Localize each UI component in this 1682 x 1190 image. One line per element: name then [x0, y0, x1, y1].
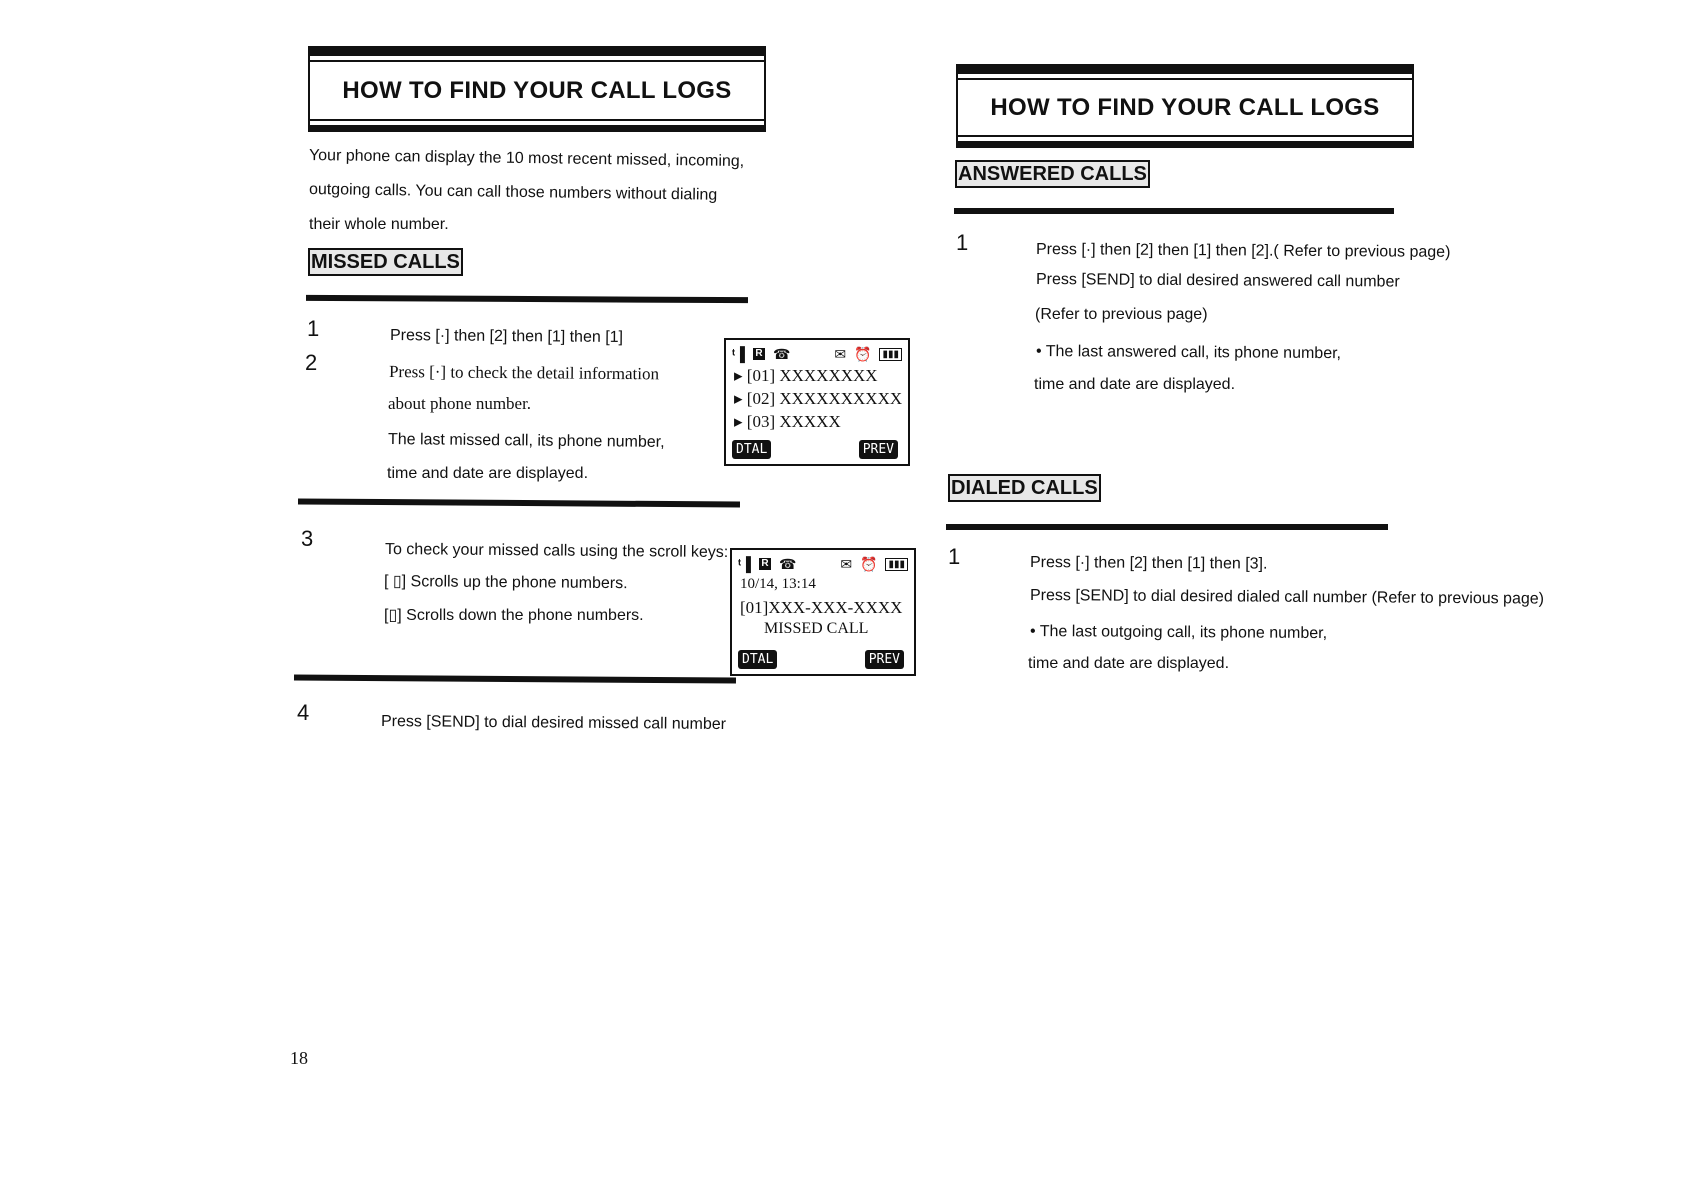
dialed-step-number: 1: [948, 544, 961, 569]
step4-text: Press [SEND] to dial desired missed call number: [380, 713, 727, 734]
step2-line1: Press [·] to check the detail information: [388, 362, 660, 384]
step1-text: Press [·] then [2] then [1] then [1]: [389, 327, 624, 347]
detail-datetime: 10/14, 13:14: [740, 576, 816, 592]
signal-icon: ᵗ▐: [732, 346, 745, 362]
detail-softkey: DTAL: [738, 650, 777, 669]
missed-calls-rule: [306, 295, 748, 303]
detail-softkey: DTAL: [732, 440, 771, 459]
missed-calls-label: MISSED CALLS: [308, 248, 463, 276]
page-number: 18: [290, 1048, 308, 1068]
answered-line5: time and date are displayed.: [1034, 376, 1236, 393]
answered-step-number: 1: [956, 230, 969, 255]
step2-line4: time and date are displayed.: [387, 465, 589, 482]
dialed-calls-label: DIALED CALLS: [948, 474, 1101, 502]
step3-line3: [▯] Scrolls down the phone numbers.: [384, 607, 644, 624]
right-page-title-box: [956, 64, 1414, 148]
battery-icon: ▮▮▮: [885, 558, 908, 571]
roaming-icon: R: [753, 348, 765, 360]
step2-line2: about phone number.: [388, 394, 532, 413]
dialed-line1: Press [·] then [2] then [1] then [3].: [1029, 554, 1268, 573]
dialed-line3: • The last outgoing call, its phone number,: [1029, 623, 1328, 643]
answered-calls-label: ANSWERED CALLS: [955, 160, 1150, 188]
step2-number: 2: [305, 350, 318, 375]
signal-icon: ᵗ▐: [738, 556, 751, 572]
step3-line2: [ ▯] Scrolls up the phone numbers.: [383, 573, 628, 593]
dialed-line2: Press [SEND] to dial desired dialed call number (Refer to previous page): [1029, 587, 1545, 608]
answered-line3: (Refer to previous page): [1035, 306, 1208, 323]
dialed-calls-rule: [946, 524, 1388, 530]
right-page-title: HOW TO FIND YOUR CALL LOGS: [990, 93, 1380, 121]
left-title-inner: [310, 60, 764, 121]
left-page-title-box: [308, 46, 766, 132]
status-bar: [732, 345, 902, 363]
alarm-icon: ⏰: [860, 555, 878, 572]
phone-screen-call-detail: [730, 548, 916, 676]
detail-number: [01]XXX-XXX-XXXX: [740, 598, 903, 617]
detail-call-type: MISSED CALL: [764, 620, 869, 637]
roaming-icon: R: [759, 558, 771, 570]
phone-icon: ☎: [778, 555, 797, 572]
status-bar: [738, 555, 908, 573]
intro-line-2: outgoing calls. You can call those numbers without dialing: [308, 181, 718, 204]
left-page-title: HOW TO FIND YOUR CALL LOGS: [342, 76, 732, 104]
prev-softkey: PREV: [859, 440, 898, 459]
call-list-line-2: ▸ [02] XXXXXXXXXX: [734, 389, 903, 408]
step4-rule: [294, 674, 736, 683]
phone-screen-call-list: [724, 338, 910, 466]
answered-line1: Press [·] then [2] then [1] then [2].( Refer to previous page): [1035, 241, 1451, 261]
battery-icon: ▮▮▮: [879, 348, 902, 361]
intro-line-1: Your phone can display the 10 most recent missed, incoming,: [308, 147, 745, 171]
alarm-icon: ⏰: [854, 345, 872, 362]
step2-line3: The last missed call, its phone number,: [387, 431, 665, 451]
right-title-inner: [958, 78, 1412, 137]
answered-line4: • The last answered call, its phone number,: [1035, 343, 1342, 363]
phone-icon: ☎: [772, 345, 791, 362]
intro-line-3: their whole number.: [309, 216, 449, 233]
step4-number: 4: [297, 700, 310, 725]
message-icon: ✉: [840, 555, 853, 572]
call-list-line-3: ▸ [03] XXXXX: [734, 412, 841, 431]
call-list-line-1: ▸ [01] XXXXXXXX: [734, 366, 878, 385]
step1-number: 1: [307, 316, 320, 341]
answered-calls-rule: [954, 208, 1394, 214]
step3-line1: To check your missed calls using the scroll keys:: [384, 541, 729, 561]
prev-softkey: PREV: [865, 650, 904, 669]
dialed-line4: time and date are displayed.: [1028, 655, 1230, 672]
step3-rule: [298, 498, 740, 507]
answered-line2: Press [SEND] to dial desired answered call number: [1035, 271, 1400, 291]
step3-number: 3: [301, 526, 314, 551]
message-icon: ✉: [834, 345, 847, 362]
